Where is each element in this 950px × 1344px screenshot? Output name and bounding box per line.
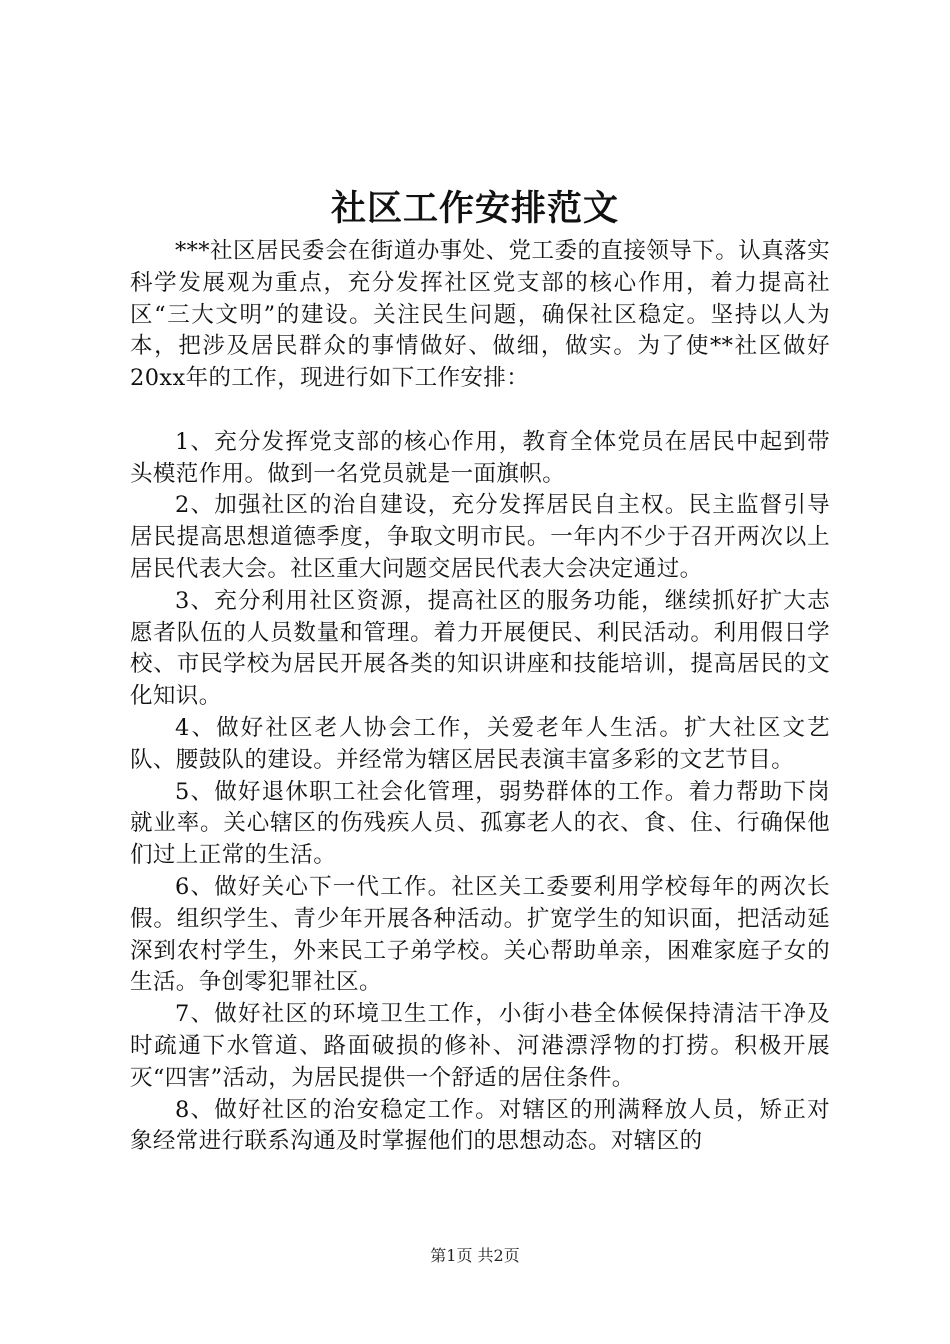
list-item-5: 5、做好退休职工社会化管理，弱势群体的工作。着力帮助下岗就业率。关心辖区的伤残疾人员、孤寡老人的衣、食、住、行确保他们过上正常的生活。	[130, 778, 830, 869]
page-number-footer: 第1页 共2页	[430, 1246, 520, 1265]
document-body	[130, 236, 830, 1158]
document-title: 社区工作安排范文	[330, 188, 619, 229]
list-item-3: 3、充分利用社区资源，提高社区的服务功能，继续抓好扩大志愿者队伍的人员数量和管理。着力开展便民、利民活动。利用假日学校、市民学校为居民开展各类的知识讲座和技能培训，提高居民的文化知识。	[130, 587, 830, 710]
list-item-4: 4、做好社区老人协会工作，关爱老年人生活。扩大社区文艺队、腰鼓队的建设。并经常为辖区居民表演丰富多彩的文艺节目。	[130, 714, 830, 773]
list-item-1: 1、充分发挥党支部的核心作用，教育全体党员在居民中起到带头模范作用。做到一名党员就是一面旗帜。	[130, 428, 830, 487]
list-item-7: 7、做好社区的环境卫生工作，小街小巷全体候保持清洁干净及时疏通下水管道、路面破损的修补、河港漂浮物的打捞。积极开展灭“四害”活动，为居民提供一个舒适的居住条件。	[130, 1001, 830, 1091]
list-item-2: 2、加强社区的治自建设，充分发挥居民自主权。民主监督引导居民提高思想道德季度，争取文明市民。一年内不少于召开两次以上居民代表大会。社区重大问题交居民代表大会决定通过。	[130, 492, 830, 582]
intro-paragraph: ***社区居民委会在街道办事处、党工委的直接领导下。认真落实科学发展观为重点，充分发挥社区党支部的核心作用，着力提高社区“三大文明”的建设。关注民生问题，确保社区稳定。坚持以人为本，把涉及居民群众的事情做好、做细，做实。为了使**社区做好20xx年的工作，现进行如下工作安排：	[130, 238, 830, 392]
list-item-6: 6、做好关心下一代工作。社区关工委要利用学校每年的两次长假。组织学生、青少年开展各种活动。扩宽学生的知识面，把活动延深到农村学生，外来民工子弟学校。关心帮助单亲，困难家庭子女的生活。争创零犯罪社区。	[130, 873, 830, 996]
list-item-8: 8、做好社区的治安稳定工作。对辖区的刑满释放人员，矫正对象经常进行联系沟通及时掌握他们的思想动态。对辖区的	[130, 1096, 830, 1155]
